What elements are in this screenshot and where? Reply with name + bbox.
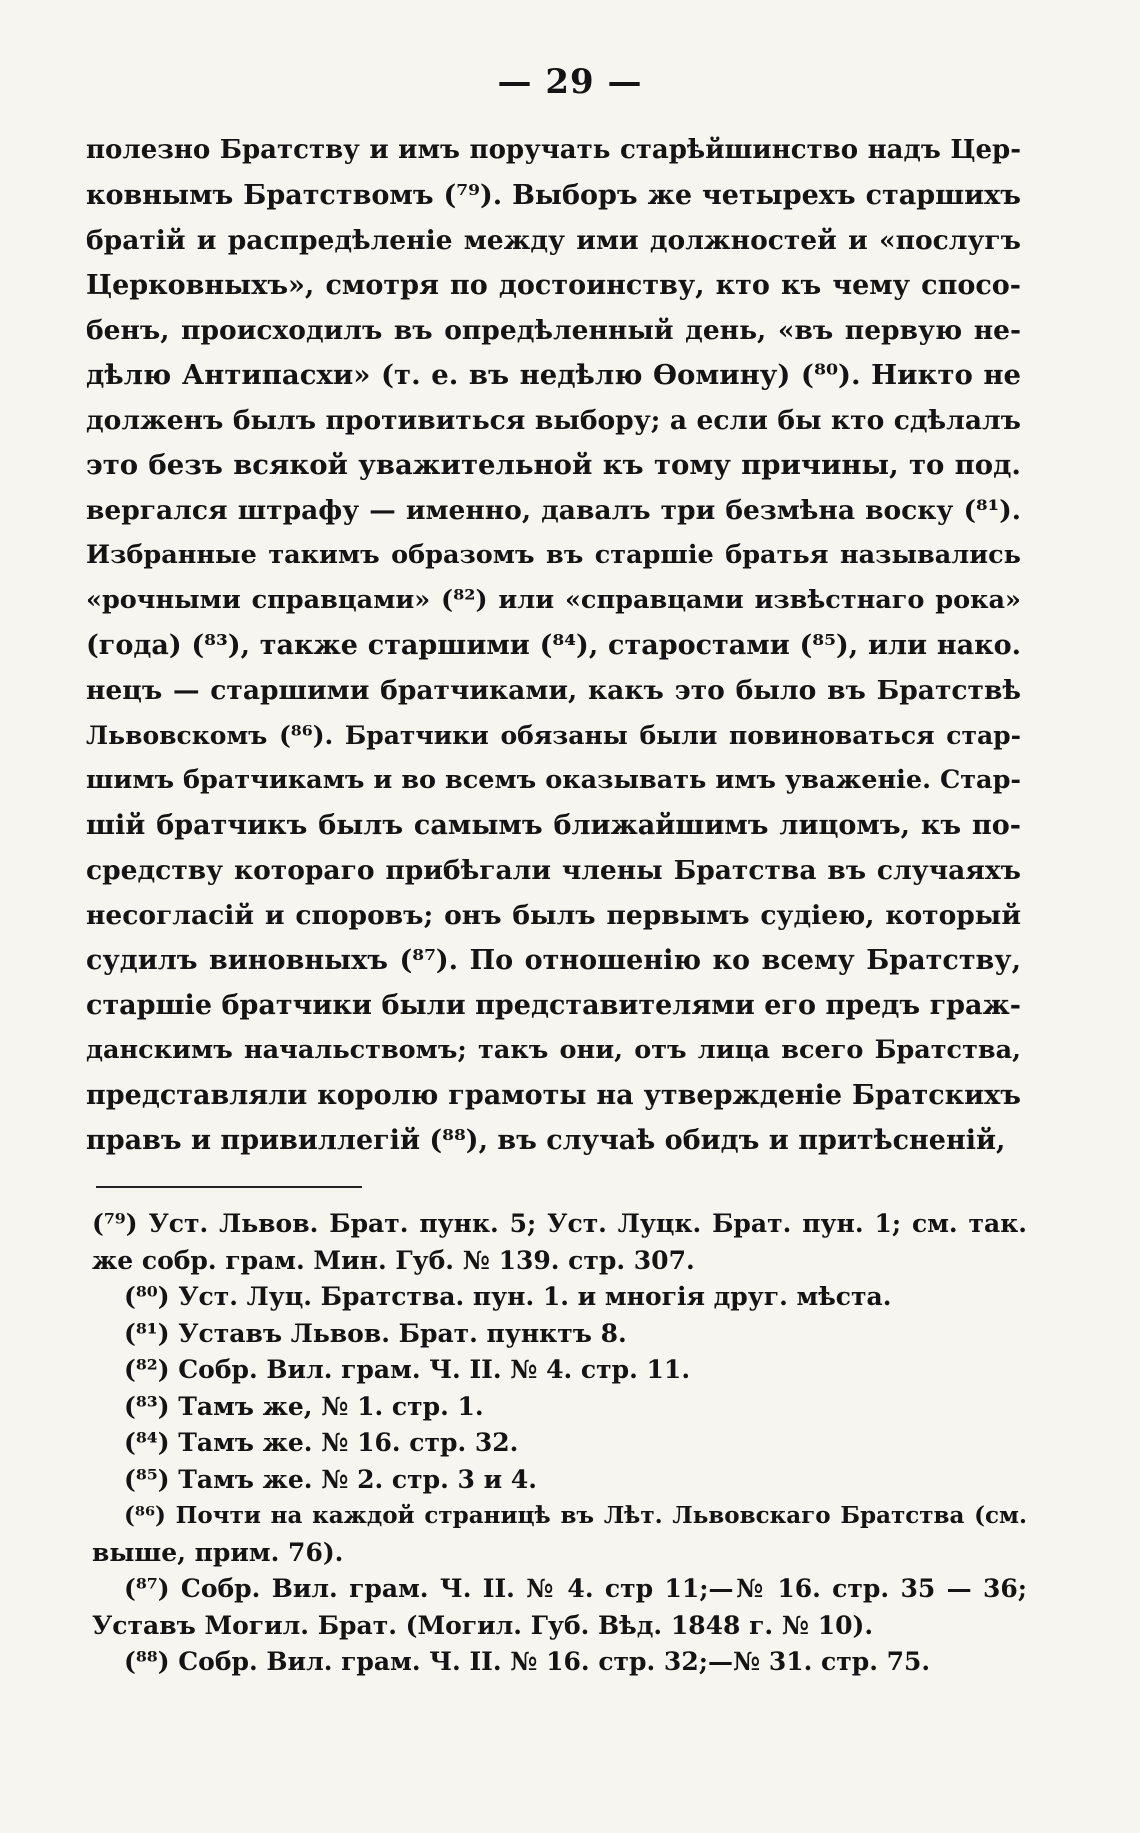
body-line: дѣлю Антипасхи» (т. е. въ недѣлю Ѳомину) (⁸⁰). Никто не xyxy=(86,359,1021,391)
page-number: — 29 — xyxy=(497,62,643,102)
body-line: представляли королю грамоты на утвержденіе Братскихъ xyxy=(86,1080,1021,1111)
footnote-88: (⁸⁸) Собр. Вил. грам. Ч. II. № 16. стр. 32;—№ 31. стр. 75. xyxy=(124,1647,931,1676)
body-line: это безъ всякой уважительной къ тому причины, то под. xyxy=(86,449,1021,481)
footnote-divider xyxy=(96,1186,362,1188)
footnote-87-continuation: Уставъ Могил. Брат. (Могил. Губ. Вѣд. 1848 г. № 10). xyxy=(92,1610,874,1640)
body-line: правъ и привиллегій (⁸⁸), въ случаѣ обидъ и притѣсненій, xyxy=(86,1125,1006,1156)
body-line: Избранные такимъ образомъ въ старшіе братья назывались xyxy=(86,540,1021,570)
body-line: старшіе братчики были представителями его предъ граж- xyxy=(86,990,1021,1021)
footnote-82: (⁸²) Собр. Вил. грам. Ч. II. № 4. стр. 11. xyxy=(124,1355,691,1384)
body-line: Львовскомъ (⁸⁶). Братчики обязаны были повиноваться стар- xyxy=(86,721,1021,750)
footnote-85: (⁸⁵) Тамъ же. № 2. стр. 3 и 4. xyxy=(124,1464,537,1494)
footnote-79: (⁷⁹) Уст. Львов. Брат. пунк. 5; Уст. Луцк. Брат. пун. 1; см. так. xyxy=(92,1209,1027,1238)
body-line: «рочными справцами» (⁸²) или «справцами извѣстнаго рока» xyxy=(86,585,1021,615)
body-line: судилъ виновныхъ (⁸⁷). По отношенію ко всему Братству, xyxy=(86,945,1021,976)
footnote-86: (⁸⁶) Почти на каждой страницѣ въ Лѣт. Львовскаго Братства (см. xyxy=(124,1502,1027,1529)
footnote-80: (⁸⁰) Уст. Луц. Братства. пун. 1. и многія друг. мѣста. xyxy=(124,1282,892,1311)
body-line: вергался штрафу — именно, давалъ три безмѣна воску (⁸¹). xyxy=(86,495,1021,526)
body-line: ковнымъ Братствомъ (⁷⁹). Выборъ же четырехъ старшихъ xyxy=(86,180,1021,211)
footnote-79-continuation: же собр. грам. Мин. Губ. № 139. стр. 307. xyxy=(92,1245,695,1275)
body-line: средству котораго прибѣгали члены Братства въ случаяхъ xyxy=(86,855,1021,886)
body-text xyxy=(86,128,1021,1163)
body-line: несогласій и споровъ; онъ былъ первымъ судіею, который xyxy=(86,900,1021,931)
body-line: шій братчикъ былъ самымъ ближайшимъ лицомъ, къ по- xyxy=(86,810,1021,841)
footnote-86-continuation: выше, прим. 76). xyxy=(92,1537,344,1567)
body-line: братій и распредѣленіе между ими должностей и «послугъ xyxy=(86,225,1021,256)
body-line: данскимъ начальствомъ; такъ они, отъ лица всего Братства, xyxy=(86,1035,1021,1065)
body-line: полезно Братству и имъ поручать старѣйшинство надъ Цер- xyxy=(86,135,1021,165)
footnote-87: (⁸⁷) Собр. Вил. грам. Ч. II. № 4. стр 11;—№ 16. стр. 35 — 36; xyxy=(124,1574,1027,1603)
body-line: Церковныхъ», смотря по достоинству, кто къ чему спосо- xyxy=(86,270,1021,301)
body-line: нецъ — старшими братчиками, какъ это было въ Братствѣ xyxy=(86,675,1021,706)
body-line: (года) (⁸³), также старшими (⁸⁴), старостами (⁸⁵), или нако. xyxy=(86,630,1021,661)
footnote-81: (⁸¹) Уставъ Львов. Брат. пунктъ 8. xyxy=(124,1318,627,1348)
footnotes xyxy=(92,1206,1027,1681)
footnote-84: (⁸⁴) Тамъ же. № 16. стр. 32. xyxy=(124,1428,519,1457)
body-line: бенъ, происходилъ въ опредѣленный день, «въ первую не- xyxy=(86,315,1021,346)
body-line: долженъ былъ противиться выбору; а если бы кто сдѣлалъ xyxy=(86,405,1021,436)
body-line: шимъ братчикамъ и во всемъ оказывать имъ уваженіе. Стар- xyxy=(86,765,1021,795)
footnote-83: (⁸³) Тамъ же, № 1. стр. 1. xyxy=(124,1391,484,1421)
